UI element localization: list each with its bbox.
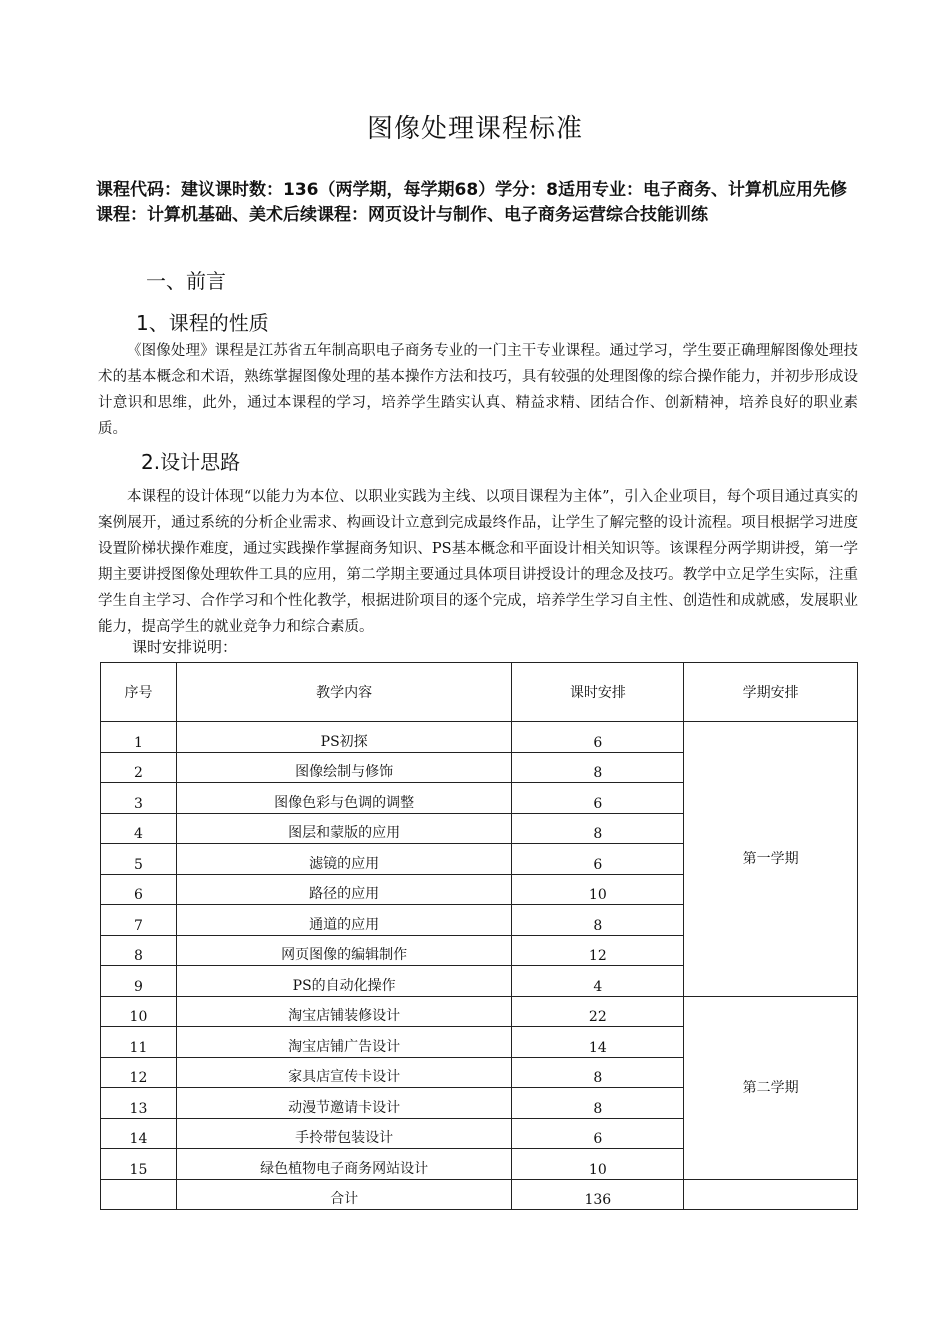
cell-content: 手拎带包装设计 (176, 1118, 512, 1149)
header-content: 教学内容 (176, 663, 512, 722)
cell-content: 通道的应用 (176, 905, 512, 936)
table-row (101, 996, 858, 1027)
cell-content: 动漫节邀请卡设计 (176, 1088, 512, 1119)
cell-no: 4 (101, 813, 177, 844)
cell-total-hours: 136 (512, 1179, 684, 1210)
header-no: 序号 (101, 663, 177, 722)
cell-hours: 4 (512, 966, 684, 997)
cell-hours: 8 (512, 813, 684, 844)
cell-hours: 8 (512, 752, 684, 783)
cell-content: PS初探 (176, 722, 512, 753)
cell-no: 3 (101, 783, 177, 814)
cell-content: 淘宝店铺装修设计 (176, 996, 512, 1027)
cell-no: 6 (101, 874, 177, 905)
header-hours: 课时安排 (512, 663, 684, 722)
cell-no: 7 (101, 905, 177, 936)
cell-hours: 8 (512, 905, 684, 936)
cell-content: 绿色植物电子商务网站设计 (176, 1149, 512, 1180)
cell-hours: 6 (512, 722, 684, 753)
cell-no: 12 (101, 1057, 177, 1088)
cell-no: 5 (101, 844, 177, 875)
schedule-table (100, 662, 858, 1210)
cell-hours: 6 (512, 844, 684, 875)
cell-hours: 8 (512, 1088, 684, 1119)
cell-content: 淘宝店铺广告设计 (176, 1027, 512, 1058)
cell-no: 11 (101, 1027, 177, 1058)
cell-hours: 6 (512, 1118, 684, 1149)
cell-hours: 12 (512, 935, 684, 966)
course-meta: 课程代码：建议课时数：136（两学期，每学期68）学分：8适用专业：电子商务、计算机应用先修课程：计算机基础、美术后续课程：网页设计与制作、电子商务运营综合技能训练 (96, 180, 847, 225)
cell-content: PS的自动化操作 (176, 966, 512, 997)
cell-hours: 6 (512, 783, 684, 814)
subheading-design-idea: 2.设计思路 (141, 450, 241, 474)
header-semester: 学期安排 (684, 663, 858, 722)
cell-total-blank (101, 1179, 177, 1210)
cell-no: 9 (101, 966, 177, 997)
page-title: 图像处理课程标准 (366, 114, 583, 144)
cell-total-semester-blank (684, 1179, 858, 1210)
cell-hours: 10 (512, 1149, 684, 1180)
cell-hours: 14 (512, 1027, 684, 1058)
cell-no: 10 (101, 996, 177, 1027)
section-heading-preface: 一、前言 (146, 269, 226, 293)
cell-content: 图像绘制与修饰 (176, 752, 512, 783)
table-row (101, 722, 858, 753)
cell-content: 图像色彩与色调的调整 (176, 783, 512, 814)
cell-semester-1: 第一学期 (684, 722, 858, 997)
cell-no: 2 (101, 752, 177, 783)
cell-semester-2: 第二学期 (684, 996, 858, 1179)
cell-no: 13 (101, 1088, 177, 1119)
paragraph-design-idea: 本课程的设计体现“以能力为本位、以职业实践为主线、以项目课程为主体”，引入企业项目，每个项目通过真实的案例展开，通过系统的分析企业需求、构画设计立意到完成最终作品，让学生了解完整的设计流程。项目根据学习进度设置阶梯状操作难度，通过实践操作掌握商务知识、PS基本概念和平面设计相关知识等。该课程分两学期讲授，第一学期主要讲授图像处理软件工具的应用，第二学期主要通过具体项目讲授设计的理念及技巧。教学中立足学生实际，注重学生自主学习、合作学习和个性化教学，根据进阶项目的逐个完成，培养学生学习自主性、创造性和成就感，发展职业能力，提高学生的就业竞争力和综合素质。 (98, 489, 858, 635)
table-total-row (101, 1179, 858, 1210)
cell-no: 8 (101, 935, 177, 966)
cell-hours: 10 (512, 874, 684, 905)
cell-hours: 22 (512, 996, 684, 1027)
cell-total-label: 合计 (176, 1179, 512, 1210)
table-header-row (101, 663, 858, 722)
cell-content: 图层和蒙版的应用 (176, 813, 512, 844)
cell-no: 1 (101, 722, 177, 753)
cell-no: 14 (101, 1118, 177, 1149)
cell-hours: 8 (512, 1057, 684, 1088)
subheading-course-nature: 1、课程的性质 (136, 311, 269, 335)
table-caption: 课时安排说明： (132, 638, 238, 656)
cell-content: 路径的应用 (176, 874, 512, 905)
cell-no: 15 (101, 1149, 177, 1180)
cell-content: 滤镜的应用 (176, 844, 512, 875)
paragraph-course-nature: 《图像处理》课程是江苏省五年制高职电子商务专业的一门主干专业课程。通过学习，学生要正确理解图像处理技术的基本概念和术语，熟练掌握图像处理的基本操作方法和技巧，具有较强的处理图像的综合操作能力，并初步形成设计意识和思维，此外，通过本课程的学习，培养学生踏实认真、精益求精、团结合作、创新精神，培养良好的职业素质。 (98, 343, 858, 437)
cell-content: 家具店宣传卡设计 (176, 1057, 512, 1088)
cell-content: 网页图像的编辑制作 (176, 935, 512, 966)
